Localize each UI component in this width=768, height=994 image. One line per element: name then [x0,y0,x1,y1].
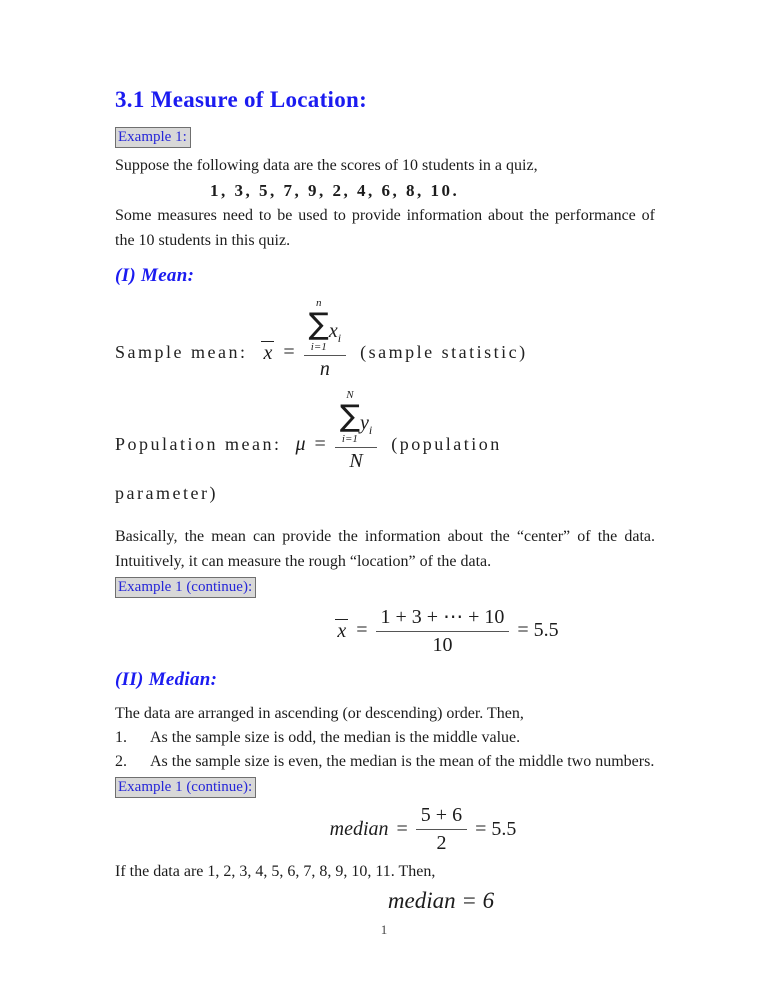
x-bar-symbol: x [337,620,347,642]
median-even-formula [153,804,693,855]
fraction-numerator: 5 + 6 [416,804,467,830]
example1-badge: Example 1: [115,127,191,148]
example1-badge-row [115,126,655,148]
sample-mean-formula [261,297,346,381]
equals-sign: = [396,818,408,840]
median-odd-formula [171,888,711,914]
median-continue-badge-row [115,776,655,798]
page-title: 3.1 Measure of Location: [115,87,368,112]
population-parameter-note-line1: (population [391,433,502,454]
fraction-numerator [335,389,377,448]
sum-lower-limit: i=1 [341,433,358,445]
summation-symbol [340,389,360,445]
median-result: median = 6 [387,888,495,913]
sample-mean-equation [115,297,655,381]
median-rule-odd [115,726,655,750]
example1-continue-badge: Example 1 (continue): [115,777,256,798]
sample-statistic-note: (sample statistic) [360,341,528,362]
fraction-numerator [304,297,346,356]
rule-text: As the sample size is odd, the median is the middle value. [150,729,521,746]
sample-mean-example-formula [177,604,717,657]
sum-lower-limit: i=1 [310,341,327,353]
sum-term: $x_i$ [328,320,342,345]
formula-result: = 5.5 [475,818,517,840]
fraction-denominator: N [349,450,363,472]
example-fraction [376,604,510,657]
rule-text: As the sample size is even, the median is the mean of the middle two numbers. [150,753,655,770]
sum-term: $y_i$ [360,412,373,437]
population-mean-formula [295,389,377,473]
example1-continue-badge: Example 1 (continue): [115,577,256,598]
median-fraction [416,804,467,855]
population-parameter-note-line2: parameter) [115,483,218,503]
sigma-icon: ∑ [308,307,329,342]
fraction-denominator: 2 [436,832,447,854]
population-mean-fraction [335,389,377,473]
rule-number: 2. [115,753,127,770]
sum-upper-limit: n [316,297,322,309]
sample-mean-label: Sample mean: [115,341,248,362]
median-odd-intro: If the data are 1, 2, 3, 4, 5, 6, 7, 8, 9, 10, 11. Then, [115,863,436,880]
quiz-scores: 1, 3, 5, 7, 9, 2, 4, 6, 8, 10. [210,181,460,200]
sample-mean-fraction [304,297,346,381]
fraction-numerator: 1 + 3 + ⋯ + 10 [376,604,510,632]
equals-sign: = [356,619,368,641]
sum-upper-limit: N [346,389,354,401]
formula-result: = 5.5 [517,619,559,641]
median-heading: (II) Median: [115,669,218,690]
population-mean-label: Population mean: [115,433,282,454]
sigma-icon: ∑ [339,399,361,434]
example1-intro: Suppose the following data are the scores of 10 students in a quiz, [115,157,538,174]
mean-description: Basically, the mean can provide the information about the “center” of the data. Intuitively, it can measure the rough “location” of the data. [115,528,655,570]
median-intro: The data are arranged in ascending (or descending) order. Then, [115,705,524,722]
mean-heading: (I) Mean: [115,265,195,286]
example1-outro: Some measures need to be used to provide information about the performance of the 10 students in this quiz. [115,207,655,249]
rule-number: 1. [115,729,127,746]
mu-symbol: μ [295,432,306,455]
equals-sign: = [314,432,326,455]
x-bar-symbol: x [263,341,273,364]
page-number: 1 [380,922,388,937]
mean-continue-badge-row [115,576,655,598]
fraction-denominator: 10 [432,634,453,656]
equals-sign: = [283,340,295,363]
fraction-denominator: n [319,358,330,380]
summation-symbol [309,297,329,353]
median-variable: median [329,818,389,840]
population-mean-equation [115,389,655,473]
median-rule-even [115,750,655,774]
